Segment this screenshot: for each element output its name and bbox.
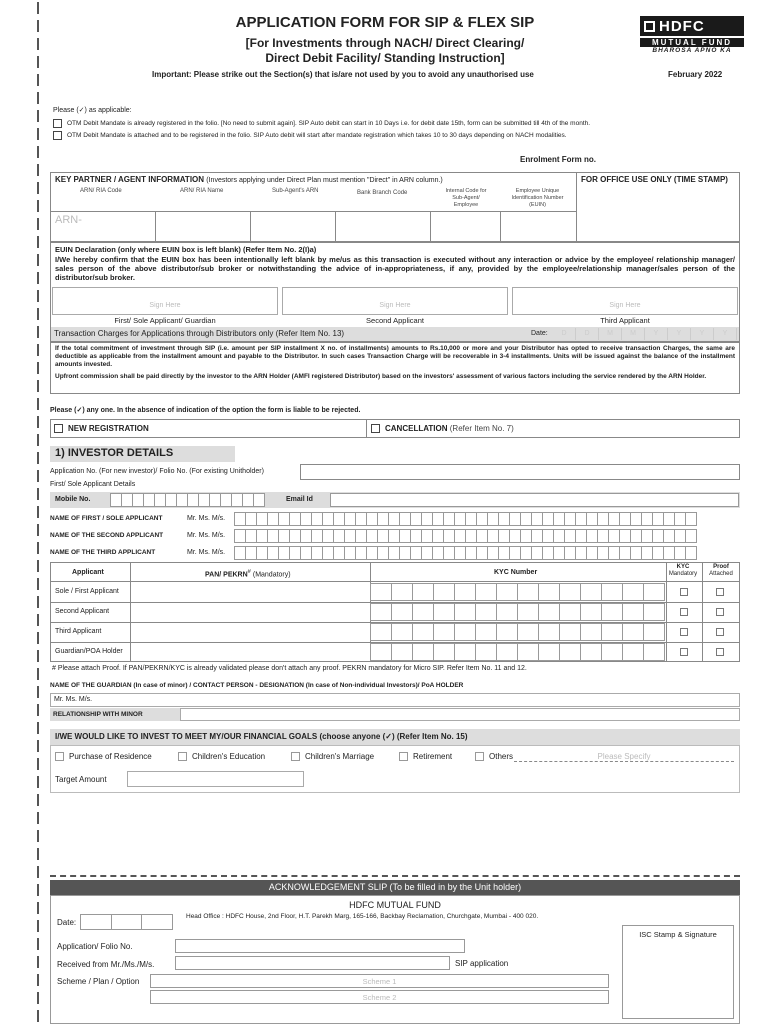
date-cell[interactable]: Y [645, 328, 668, 340]
margin-dash [37, 200, 39, 212]
form-date: February 2022 [668, 70, 723, 79]
kyc-mandatory-checkbox[interactable] [680, 608, 688, 616]
partner-col-arn-code: ARN/ RIA Code [80, 188, 122, 194]
margin-dash [37, 488, 39, 500]
salutation: Mr. Ms. M/s. [187, 515, 226, 522]
kyc-number-cells[interactable] [370, 603, 664, 621]
margin-dash [37, 182, 39, 194]
margin-dash [37, 326, 39, 338]
signature-box[interactable] [52, 287, 278, 315]
logo-sub: MUTUAL FUND [640, 38, 744, 47]
goal-checkbox[interactable] [178, 752, 187, 761]
logo-text: HDFC [659, 17, 705, 35]
goal-label: Retirement [413, 752, 453, 761]
kyc-number-cells[interactable] [370, 583, 664, 601]
cancellation-option[interactable]: CANCELLATION (Refer Item No. 7) [371, 424, 514, 433]
pan-input[interactable] [130, 583, 370, 601]
goal-label: Children's Marriage [305, 752, 375, 761]
date-cell[interactable]: D [553, 328, 576, 340]
margin-dash [37, 74, 39, 86]
kyc-row-label: Guardian/POA Holder [55, 648, 123, 655]
kyc-mandatory-checkbox[interactable] [680, 648, 688, 656]
margin-dash [37, 722, 39, 734]
margin-dash [37, 596, 39, 608]
margin-dash [37, 668, 39, 680]
ack-scheme-2-ph: Scheme 2 [362, 993, 397, 1002]
office-use-title: FOR OFFICE USE ONLY (TIME STAMP) [581, 175, 728, 184]
date-cell[interactable]: Y [714, 328, 737, 340]
th-pan: PAN/ PEKRN# (Mandatory) [205, 569, 291, 579]
cut-line [50, 875, 740, 877]
ack-title: ACKNOWLEDGEMENT SLIP (To be filled in by the Unit holder) [268, 882, 522, 892]
investor-title: 1) INVESTOR DETAILS [55, 447, 174, 459]
logo-tagline: BHAROSA APNO KA [652, 47, 732, 54]
relationship-input[interactable] [180, 708, 740, 721]
proof-attached-checkbox[interactable] [716, 608, 724, 616]
margin-dash [37, 254, 39, 266]
hdfc-logo [640, 16, 744, 54]
kyc-row-label: Sole / First Applicant [55, 588, 119, 595]
date-cell[interactable]: Y [691, 328, 714, 340]
margin-dash [37, 884, 39, 896]
margin-dash [37, 956, 39, 968]
partner-title: KEY PARTNER / AGENT INFORMATION (Investors applying under Direct Plan must mention "Direct" in ARN column.) [55, 175, 443, 184]
partner-col-arn-name: ARN/ RIA Name [180, 188, 224, 194]
th-applicant: Applicant [72, 569, 104, 576]
margin-dash [37, 632, 39, 644]
kyc-row-label: Third Applicant [55, 628, 102, 635]
sign-here-placeholder: Sign Here [149, 302, 181, 309]
euin-text: I/We hereby confirm that the EUIN box has been intentionally left blank by me/us as this transaction is executed without any interaction or advice by the employee/ relationship manager/ sales person of the above distributor/sub broker or notwithstanding the advice of in-appropriateness, if any, provided by the employee/relationship manager/sales person of the distributor/sub broker. [55, 255, 735, 282]
margin-dash [37, 236, 39, 248]
guardian-salutation: Mr. Ms. M/s. [54, 696, 93, 703]
target-amount-input[interactable] [127, 771, 304, 787]
margin-dash [37, 560, 39, 572]
margin-dash [37, 362, 39, 374]
first-sole-details: First/ Sole Applicant Details [50, 481, 136, 488]
goal-checkbox[interactable] [55, 752, 64, 761]
isc-stamp-box [622, 925, 734, 1019]
margin-dash [37, 110, 39, 122]
partner-col-subagent: Sub-Agent's ARN [272, 188, 319, 194]
ack-company: HDFC MUTUAL FUND [349, 900, 441, 910]
otm-option-1[interactable] [53, 119, 590, 128]
otm-checkbox-1[interactable] [53, 119, 62, 128]
signature-box[interactable] [282, 287, 508, 315]
ack-date-input[interactable] [80, 914, 173, 930]
sign-here-placeholder: Sign Here [379, 302, 411, 309]
important-note: Important: Please strike out the Section(s) that is/are not used by you to avoid any unauthorised use [152, 70, 534, 79]
margin-dash [37, 434, 39, 446]
ack-sip-label: SIP application [455, 959, 509, 968]
pan-input[interactable] [130, 623, 370, 641]
margin-dash [37, 2, 39, 14]
goal-option[interactable] [475, 752, 513, 761]
signer-label: First/ Sole Applicant/ Guardian [114, 316, 216, 325]
margin-dash [37, 506, 39, 518]
kyc-row-label: Second Applicant [55, 608, 110, 615]
date-cell[interactable]: M [599, 328, 622, 340]
euin-title: EUIN Declaration (only where EUIN box is left blank) (Refer Item No. 2(I)a) [55, 245, 317, 254]
charges-para-1: If the total commitment of investment through SIP (i.e. amount per SIP installment X no. of installments) amounts to Rs.10,000 or more and your Distributor has opted to receive transaction Charges, the same are deductible as applicable from the installment amount and payable to the Distributor. In such cases Transaction Charge will be recoverable in 3-4 installments. Units will be issued against the balance of the installment amounts invested. [55, 345, 735, 368]
target-amount-label: Target Amount [55, 775, 107, 784]
app-no-label: Application No. (For new investor)/ Folio No. (For existing Unitholder) [50, 468, 264, 475]
signer-label: Second Applicant [366, 316, 424, 325]
ack-date-label: Date: [57, 918, 77, 927]
margin-dash [37, 542, 39, 554]
otm-lead: Please (✓) as applicable: [53, 107, 132, 114]
th-kyc: KYC Number [494, 569, 538, 576]
otm-option-1-text: OTM Debit Mandate is already registered in the folio. [No need to submit again]. SIP Auto debit can start in 10 Days i.e. for debit date 15th, form can be submitted till 4th of the month. [67, 120, 591, 128]
applicant-name-label: NAME OF THE THIRD APPLICANT [50, 549, 156, 556]
margin-dash [37, 380, 39, 392]
form-title: APPLICATION FORM FOR SIP & FLEX SIP [235, 14, 535, 31]
goals-title: I/WE WOULD LIKE TO INVEST TO MEET MY/OUR FINANCIAL GOALS (choose anyone (✓) (Refer Item No. 15) [55, 732, 468, 741]
proof-attached-checkbox[interactable] [716, 648, 724, 656]
salutation: Mr. Ms. M/s. [187, 549, 226, 556]
th-proof: Proof Attached [709, 564, 733, 577]
ack-received-input[interactable] [175, 956, 450, 970]
arn-code-input[interactable] [51, 212, 155, 241]
margin-dash [37, 452, 39, 464]
otm-checkbox-2[interactable] [53, 131, 62, 140]
proof-attached-checkbox[interactable] [716, 588, 724, 596]
goal-label: Purchase of Residence [69, 752, 152, 761]
date-cell[interactable]: M [622, 328, 645, 340]
margin-dash [37, 524, 39, 536]
th-kyc-mandatory: KYC Mandatory [668, 564, 698, 577]
margin-dash [37, 308, 39, 320]
partner-col-internal: Internal Code for Sub-Agent/ Employee [445, 188, 487, 208]
ack-received-label: Received from Mr./Ms./M/s. [57, 960, 155, 969]
margin-dash [37, 1010, 39, 1022]
kyc-mandatory-checkbox[interactable] [680, 628, 688, 636]
margin-dash [37, 416, 39, 428]
margin-dash [37, 398, 39, 410]
margin-dash [37, 974, 39, 986]
goal-option[interactable] [178, 752, 265, 761]
margin-dash [37, 686, 39, 698]
ack-scheme-1-ph: Scheme 1 [362, 977, 397, 986]
goal-label: Children's Education [192, 752, 266, 761]
ack-scheme-label: Scheme / Plan / Option [57, 977, 140, 986]
arn-prefix: ARN- [55, 214, 82, 226]
isc-stamp-label: ISC Stamp & Signature [639, 930, 717, 939]
goal-option[interactable] [291, 752, 374, 761]
ack-head-office: Head Office : HDFC House, 2nd Floor, H.T. Parekh Marg, 165-166, Backbay Reclamation, Churchgate, Mumbai - 400 020. [186, 913, 539, 920]
margin-dash [37, 740, 39, 752]
name-cells[interactable] [234, 546, 696, 560]
otm-option-2-text: OTM Debit Mandate is attached and to be registered in the folio. SIP Auto debit will start after mandate registration which takes 10 to 30 days depending on NACH modalities. [67, 132, 567, 140]
margin-dash [37, 290, 39, 302]
signature-box[interactable] [512, 287, 738, 315]
goal-checkbox[interactable] [399, 752, 408, 761]
margin-dash [37, 470, 39, 482]
partner-col-branch: Bank Branch Code [357, 190, 408, 196]
ack-folio-input[interactable] [175, 939, 465, 953]
margin-dash [37, 938, 39, 950]
salutation: Mr. Ms. M/s. [187, 532, 226, 539]
date-cell[interactable]: D [576, 328, 599, 340]
mobile-cells[interactable] [110, 493, 264, 507]
kyc-mandatory-checkbox[interactable] [680, 588, 688, 596]
logo-square-icon [644, 21, 655, 32]
relationship-label: RELATIONSHIP WITH MINOR [53, 711, 143, 718]
margin-dash [37, 992, 39, 1004]
margin-dash [37, 146, 39, 158]
goal-option[interactable] [55, 752, 152, 761]
margin-dash [37, 830, 39, 842]
goal-label: Others [489, 752, 514, 761]
margin-dash [37, 776, 39, 788]
margin-dash [37, 578, 39, 590]
pan-input[interactable] [130, 643, 370, 661]
goal-checkbox[interactable] [291, 752, 300, 761]
guardian-row[interactable] [50, 693, 740, 707]
guardian-label: NAME OF THE GUARDIAN (In case of minor) / CONTACT PERSON - DESIGNATION (In case of Non-individual Investors)/ PoA HOLDER [50, 682, 464, 689]
new-registration-option[interactable]: NEW REGISTRATION [54, 424, 149, 433]
ack-folio-label: Application/ Folio No. [57, 942, 133, 951]
applicant-name-label: NAME OF THE SECOND APPLICANT [50, 532, 164, 539]
margin-dash [37, 344, 39, 356]
form-subtitle-1: [For Investments through NACH/ Direct Clearing/ [245, 36, 525, 50]
pan-input[interactable] [130, 603, 370, 621]
enrolment-form-no: Enrolment Form no. [520, 155, 596, 164]
kyc-number-cells[interactable] [370, 643, 664, 661]
margin-dash [37, 704, 39, 716]
mobile-label: Mobile No. [55, 496, 91, 503]
proof-note: # Please attach Proof. If PAN/PEKRN/KYC is already validated please don't attach any proof. PEKRN mandatory for Micro SIP. Refer Item No. 11 and 12. [52, 665, 527, 672]
mobile-digit-cell[interactable] [253, 493, 265, 507]
margin-dash [37, 614, 39, 626]
margin-dash [37, 920, 39, 932]
kyc-number-cells[interactable] [370, 623, 664, 641]
margin-dash [37, 902, 39, 914]
goal-option[interactable] [399, 752, 452, 761]
charges-para-2: Upfront commission shall be paid directly by the investor to the ARN Holder (AMFI registered Distributor) based on the investors' assessment of various factors including the service rendered by the ARN Holder. [55, 373, 707, 380]
margin-dash [37, 758, 39, 770]
email-label: Email Id [286, 496, 313, 503]
app-no-input[interactable] [300, 464, 740, 480]
name-cells[interactable] [234, 529, 696, 543]
date-cell[interactable]: Y [668, 328, 691, 340]
margin-dash [37, 218, 39, 230]
signer-label: Third Applicant [600, 316, 650, 325]
sign-here-placeholder: Sign Here [609, 302, 641, 309]
cancellation-checkbox[interactable] [371, 424, 380, 433]
margin-dash [37, 650, 39, 662]
margin-dash [37, 812, 39, 824]
margin-dash [37, 128, 39, 140]
name-cells[interactable] [234, 512, 696, 526]
margin-dash [37, 272, 39, 284]
goal-checkbox[interactable] [475, 752, 484, 761]
margin-dash [37, 794, 39, 806]
email-input[interactable] [330, 493, 739, 507]
charges-title: Transaction Charges for Applications through Distributors only (Refer Item No. 13) [54, 329, 345, 338]
goals-specify: Please Specify [514, 752, 734, 762]
charges-date-cells[interactable] [553, 328, 737, 340]
margin-dash [37, 848, 39, 860]
applicant-name-label: NAME OF FIRST / SOLE APPLICANT [50, 515, 163, 522]
partner-col-euin: Employee Unique Identification Number (EUIN) [511, 188, 564, 208]
margin-dash [37, 866, 39, 878]
new-registration-checkbox[interactable] [54, 424, 63, 433]
charges-date-label: Date: [531, 330, 548, 337]
proof-attached-checkbox[interactable] [716, 628, 724, 636]
otm-option-2[interactable] [53, 131, 567, 140]
margin-dash [37, 92, 39, 104]
choose-lead: Please (✓) any one. In the absence of indication of the option the form is liable to be rejected. [50, 407, 361, 414]
form-subtitle-2: Direct Debit Facility/ Standing Instruction] [265, 51, 505, 65]
margin-dash [37, 164, 39, 176]
